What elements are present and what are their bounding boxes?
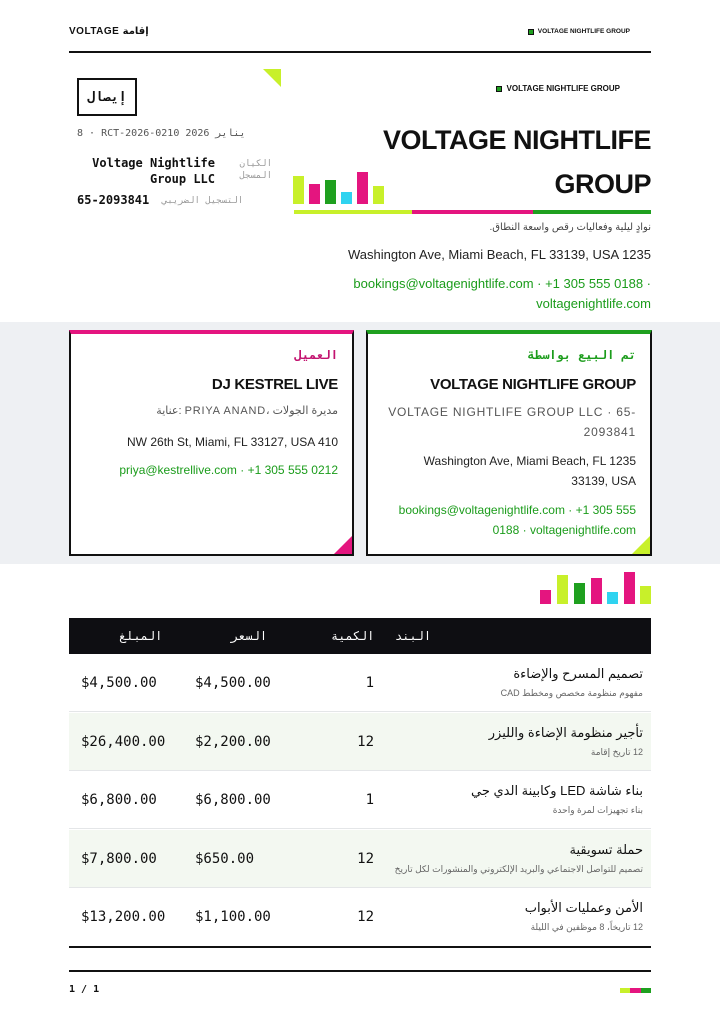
row-amount: $13,200.00 (81, 909, 166, 925)
row-description: 12 تاريخ إقامة (590, 747, 643, 757)
row-amount: $7,800.00 (81, 851, 157, 867)
seller-card (366, 330, 652, 556)
tax-registration-label: التسجيل الضريبي (162, 196, 244, 206)
table-row (69, 654, 651, 712)
magenta-corner-triangle (334, 536, 352, 554)
header-rule (69, 51, 651, 53)
client-card (69, 330, 354, 556)
client-heading: العميل (294, 348, 338, 362)
table-row (69, 830, 651, 888)
hero-brand-tag (496, 84, 620, 93)
table-row (69, 713, 651, 771)
company-contact[interactable]: bookings@voltagenightlife.com · +1 305 555 0188 · voltagenightlife.com (353, 276, 651, 311)
seller-contact[interactable]: bookings@voltagenightlife.com · +1 305 555 0188 · voltagenightlife.com (398, 503, 636, 537)
equalizer-bars-icon (540, 570, 652, 604)
hero-brand-tag-text: VOLTAGE NIGHTLIFE GROUP (506, 84, 620, 93)
document-type-badge: إيصال (77, 78, 137, 116)
row-qty: 12 (357, 851, 374, 867)
table-end-rule (69, 946, 651, 948)
row-item: الأمن وعمليات الأبواب (524, 900, 643, 915)
row-price: $4,500.00 (195, 675, 271, 691)
seller-heading: تم البيع بواسطة (527, 348, 636, 362)
company-tagline: نوادٍ ليلية وفعاليات رقص واسعة النطاق. (489, 222, 651, 233)
hero-color-rule (294, 210, 651, 214)
row-qty: 1 (365, 675, 374, 691)
row-qty: 12 (357, 734, 374, 750)
client-attention: عناية: PRIYA ANAND، مديرة الجولات (156, 405, 338, 417)
table-row (69, 888, 651, 946)
header-price: السعر (231, 629, 268, 643)
client-address: NW 26th St, Miami, FL 33127, USA 410 (127, 435, 338, 449)
row-item: بناء شاشة LED وكابينة الدي جي (471, 783, 643, 798)
entity-name: Voltage Nightlife Group LLC (92, 156, 215, 186)
row-description: بناء تجهيزات لمرة واحدة (552, 805, 643, 815)
row-description: 12 تاريخاً، 8 موظفين في الليلة (530, 922, 643, 932)
document-meta: 8 · RCT-2026-0210 يناير 2026 (77, 128, 246, 139)
entity-label: الكيان المسجل (239, 159, 272, 181)
header-qty: الكمية (331, 629, 375, 643)
client-name: DJ KESTREL LIVE (211, 376, 338, 393)
row-item: تأجير منظومة الإضاءة والليزر (488, 725, 643, 740)
table-row (69, 771, 651, 829)
client-contact[interactable]: priya@kestrellive.com · +1 305 555 0212 (119, 463, 338, 477)
row-price: $650.00 (195, 851, 255, 867)
seller-legal: VOLTAGE NIGHTLIFE GROUP LLC · 65-2093841 (388, 405, 636, 439)
equalizer-bars-icon (293, 170, 393, 204)
footer-color-mark (620, 988, 651, 993)
lime-corner-triangle (263, 69, 281, 87)
row-price: $6,800.00 (195, 792, 271, 808)
top-bar (69, 26, 651, 40)
row-item: حملة تسويقية (569, 842, 643, 857)
top-brand-tag (528, 28, 630, 35)
company-address: Washington Ave, Miami Beach, FL 33139, USA 1235 (347, 247, 651, 262)
brand-short: VOLTAGE إقامة (69, 26, 149, 37)
row-amount: $6,800.00 (81, 792, 157, 808)
seller-address: Washington Ave, Miami Beach, FL 1235 33139, USA (423, 454, 636, 488)
row-qty: 12 (357, 909, 374, 925)
header-item: البند (395, 629, 432, 643)
page-number: 1 / 1 (69, 984, 100, 995)
row-amount: $26,400.00 (81, 734, 166, 750)
lime-corner-triangle (632, 536, 650, 554)
green-square-icon (496, 86, 502, 92)
row-description: مفهوم منظومة مخصص ومخطط CAD (500, 688, 643, 698)
company-title: VOLTAGE NIGHTLIFE GROUP (383, 125, 651, 199)
tax-registration-number: 65-2093841 (77, 193, 150, 207)
top-brand-tag-text: VOLTAGE NIGHTLIFE GROUP (537, 28, 630, 35)
row-price: $2,200.00 (195, 734, 271, 750)
seller-name: VOLTAGE NIGHTLIFE GROUP (430, 376, 636, 393)
row-item: تصميم المسرح والإضاءة (513, 666, 643, 681)
row-description: تصميم للتواصل الاجتماعي والبريد الإلكتروني والمنشورات لكل تاريخ (394, 864, 643, 874)
row-qty: 1 (365, 792, 374, 808)
table-header (69, 618, 651, 654)
header-amount: المبلغ (119, 629, 163, 643)
footer-rule (69, 970, 651, 972)
row-amount: $4,500.00 (81, 675, 157, 691)
row-price: $1,100.00 (195, 909, 271, 925)
green-square-icon (528, 29, 534, 35)
